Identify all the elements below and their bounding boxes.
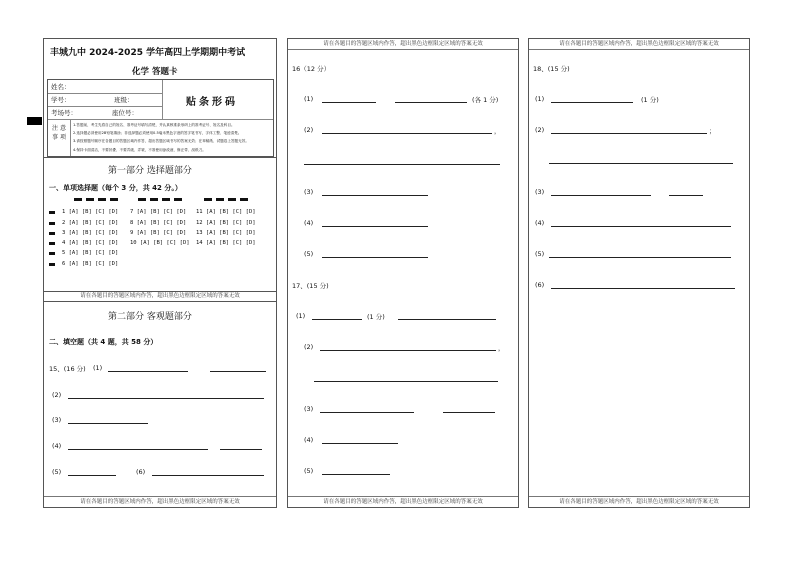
q15-header: 15、(16 分) xyxy=(49,365,86,373)
q18-3-answer-b[interactable] xyxy=(669,195,703,196)
q18-1-label: (1) xyxy=(535,95,545,103)
q17-5-answer[interactable] xyxy=(322,474,390,475)
q18-4-label: (4) xyxy=(535,219,545,227)
q15-4-answer-b[interactable] xyxy=(220,449,262,450)
q17-5-label: (5) xyxy=(304,467,314,475)
exam-subtitle: 化学 答题卡 xyxy=(132,67,178,77)
q17-4-answer[interactable] xyxy=(322,443,398,444)
q17-header: 17、(15 分) xyxy=(292,282,329,290)
q17-1-score-note: (1 分) xyxy=(367,313,385,321)
q16-2-answer-cont[interactable] xyxy=(304,164,500,165)
q16-1-score-note: (各 1 分) xyxy=(472,96,499,104)
q16-5-answer[interactable] xyxy=(322,257,428,258)
q15-6-answer[interactable] xyxy=(152,475,264,476)
q17-3-answer-b[interactable] xyxy=(443,412,495,413)
exam-room-field[interactable] xyxy=(80,107,110,118)
fill-blank-heading: 二、填空题（共 4 题，共 58 分） xyxy=(49,338,158,346)
boundary-warning: 请在各题目的答题区域内作答，超出黑色边框限定区域的答案无效 xyxy=(80,293,240,299)
q16-1-answer-b[interactable] xyxy=(395,102,467,103)
q18-6-label: (6) xyxy=(535,281,545,289)
answer-panel-left xyxy=(43,38,277,508)
q15-2-answer[interactable] xyxy=(68,398,264,399)
choice-q4[interactable]: 4 [A] [B] [C] [D] xyxy=(62,240,119,246)
q15-1-answer-a[interactable] xyxy=(108,371,188,372)
q15-1-label: (1) xyxy=(93,364,103,372)
choice-q10[interactable]: 10 [A] [B] [C] [D] xyxy=(130,240,190,246)
q18-1-answer[interactable] xyxy=(551,102,633,103)
q18-3-label: (3) xyxy=(535,188,545,196)
student-info-box xyxy=(47,79,274,157)
q15-1-answer-b[interactable] xyxy=(210,371,266,372)
answer-panel-middle xyxy=(287,38,519,508)
note-item: 3.请按照题号顺序在各题目的答题区域内作答，超出答题区域书写的答案无效；在草稿纸、试题卷上答题无效。 xyxy=(73,139,249,144)
q16-2-answer[interactable] xyxy=(322,133,492,134)
q17-2-answer-cont[interactable] xyxy=(314,381,498,382)
q18-4-answer[interactable] xyxy=(551,226,731,227)
q17-3-label: (3) xyxy=(304,405,314,413)
q18-2-answer[interactable] xyxy=(551,133,707,134)
q18-2-answer-cont[interactable] xyxy=(549,163,733,164)
choice-q6[interactable]: 6 [A] [B] [C] [D] xyxy=(62,261,119,267)
seat-field[interactable] xyxy=(140,107,160,118)
choice-q12[interactable]: 12 [A] [B] [C] [D] xyxy=(196,220,256,226)
class-field[interactable] xyxy=(140,94,160,105)
q16-1-answer-a[interactable] xyxy=(322,102,376,103)
position-mark xyxy=(27,117,42,125)
q18-1-score-note: (1 分) xyxy=(641,96,659,104)
q15-3-answer[interactable] xyxy=(68,423,148,424)
q16-3-answer[interactable] xyxy=(322,195,428,196)
q18-2-semicolon: ； xyxy=(709,127,716,135)
student-id-label: 学号： xyxy=(51,96,71,104)
choice-q1[interactable]: 1 [A] [B] [C] [D] xyxy=(62,209,119,215)
choice-q3[interactable]: 3 [A] [B] [C] [D] xyxy=(62,230,119,236)
note-item: 4.保持卡面清洁，不要折叠、不要弄破、弄皱，不准使用涂改液、修正带、刮纸刀。 xyxy=(73,147,206,152)
q16-4-answer[interactable] xyxy=(322,226,428,227)
choice-q11[interactable]: 11 [A] [B] [C] [D] xyxy=(196,209,256,215)
q17-2-answer[interactable] xyxy=(320,350,496,351)
q17-1-answer-a[interactable] xyxy=(312,319,362,320)
q18-5-label: (5) xyxy=(535,250,545,258)
q17-4-label: (4) xyxy=(304,436,314,444)
q16-4-label: (4) xyxy=(304,219,314,227)
q17-1-answer-b[interactable] xyxy=(398,319,496,320)
barcode-area: 贴条形码 xyxy=(186,97,238,108)
q16-2-comma: ， xyxy=(494,127,501,135)
q17-1-label: (1) xyxy=(296,312,306,320)
choice-q8[interactable]: 8 [A] [B] [C] [D] xyxy=(130,220,187,226)
choice-q14[interactable]: 14 [A] [B] [C] [D] xyxy=(196,240,256,246)
boundary-warning: 请在各题目的答题区域内作答，超出黑色边框限定区域的答案无效 xyxy=(44,496,276,507)
notes-label: 注 意 事 项 xyxy=(52,125,66,141)
q16-2-label: (2) xyxy=(304,126,314,134)
q15-4-answer-a[interactable] xyxy=(68,449,208,450)
q16-5-label: (5) xyxy=(304,250,314,258)
q15-3-label: (3) xyxy=(52,416,62,424)
q18-3-answer-a[interactable] xyxy=(551,195,651,196)
name-field[interactable] xyxy=(78,81,160,92)
choice-q5[interactable]: 5 [A] [B] [C] [D] xyxy=(62,250,119,256)
single-choice-heading: 一、单项选择题（每个 3 分，共 42 分。） xyxy=(49,184,182,192)
choice-q7[interactable]: 7 [A] [B] [C] [D] xyxy=(130,209,187,215)
q15-4-label: (4) xyxy=(52,442,62,450)
q18-5-answer[interactable] xyxy=(549,257,731,258)
answer-panel-right xyxy=(528,38,750,508)
note-item: 2.选择题必须使用2B铅笔填涂；非选择题必须使用0.5毫米黑色字迹的签字笔书写，字体工整、笔迹清楚。 xyxy=(73,131,242,136)
boundary-warning: 请在各题目的答题区域内作答，超出黑色边框限定区域的答案无效 xyxy=(288,496,518,507)
seat-label: 座位号： xyxy=(112,109,138,117)
boundary-warning: 请在各题目的答题区域内作答，超出黑色边框限定区域的答案无效 xyxy=(529,496,749,507)
q17-3-answer-a[interactable] xyxy=(320,412,414,413)
exam-title: 丰城九中 2024-2025 学年高四上学期期中考试 xyxy=(50,48,246,58)
q16-header: 16（12 分） xyxy=(292,65,331,73)
part2-title: 第二部分 客观题部分 xyxy=(108,312,192,322)
choice-q9[interactable]: 9 [A] [B] [C] [D] xyxy=(130,230,187,236)
part1-title: 第一部分 选择题部分 xyxy=(108,166,192,176)
student-id-field[interactable] xyxy=(78,94,112,105)
q18-header: 18、(15 分) xyxy=(533,65,570,73)
q17-2-label: (2) xyxy=(304,343,314,351)
q15-5-answer[interactable] xyxy=(68,475,116,476)
q16-1-label: (1) xyxy=(304,95,314,103)
q15-2-label: (2) xyxy=(52,391,62,399)
q17-2-comma: ， xyxy=(498,344,505,352)
q15-6-label: (6) xyxy=(136,468,146,476)
q15-5-label: (5) xyxy=(52,468,62,476)
choice-q13[interactable]: 13 [A] [B] [C] [D] xyxy=(196,230,256,236)
class-label: 班级： xyxy=(114,96,134,104)
notes-list xyxy=(73,121,271,154)
q18-6-answer[interactable] xyxy=(551,288,735,289)
boundary-warning: 请在各题目的答题区域内作答，超出黑色边框限定区域的答案无效 xyxy=(529,39,749,50)
exam-room-label: 考场号： xyxy=(51,109,77,117)
q16-3-label: (3) xyxy=(304,188,314,196)
note-item: 1.答题前，考生先将自己的姓名、准考证号填写清楚，并认真核准条形码上的准考证号、姓名及科目。 xyxy=(73,123,235,127)
name-label: 姓名： xyxy=(51,83,71,91)
choice-q2[interactable]: 2 [A] [B] [C] [D] xyxy=(62,220,119,226)
boundary-warning: 请在各题目的答题区域内作答，超出黑色边框限定区域的答案无效 xyxy=(288,39,518,50)
q18-2-label: (2) xyxy=(535,126,545,134)
